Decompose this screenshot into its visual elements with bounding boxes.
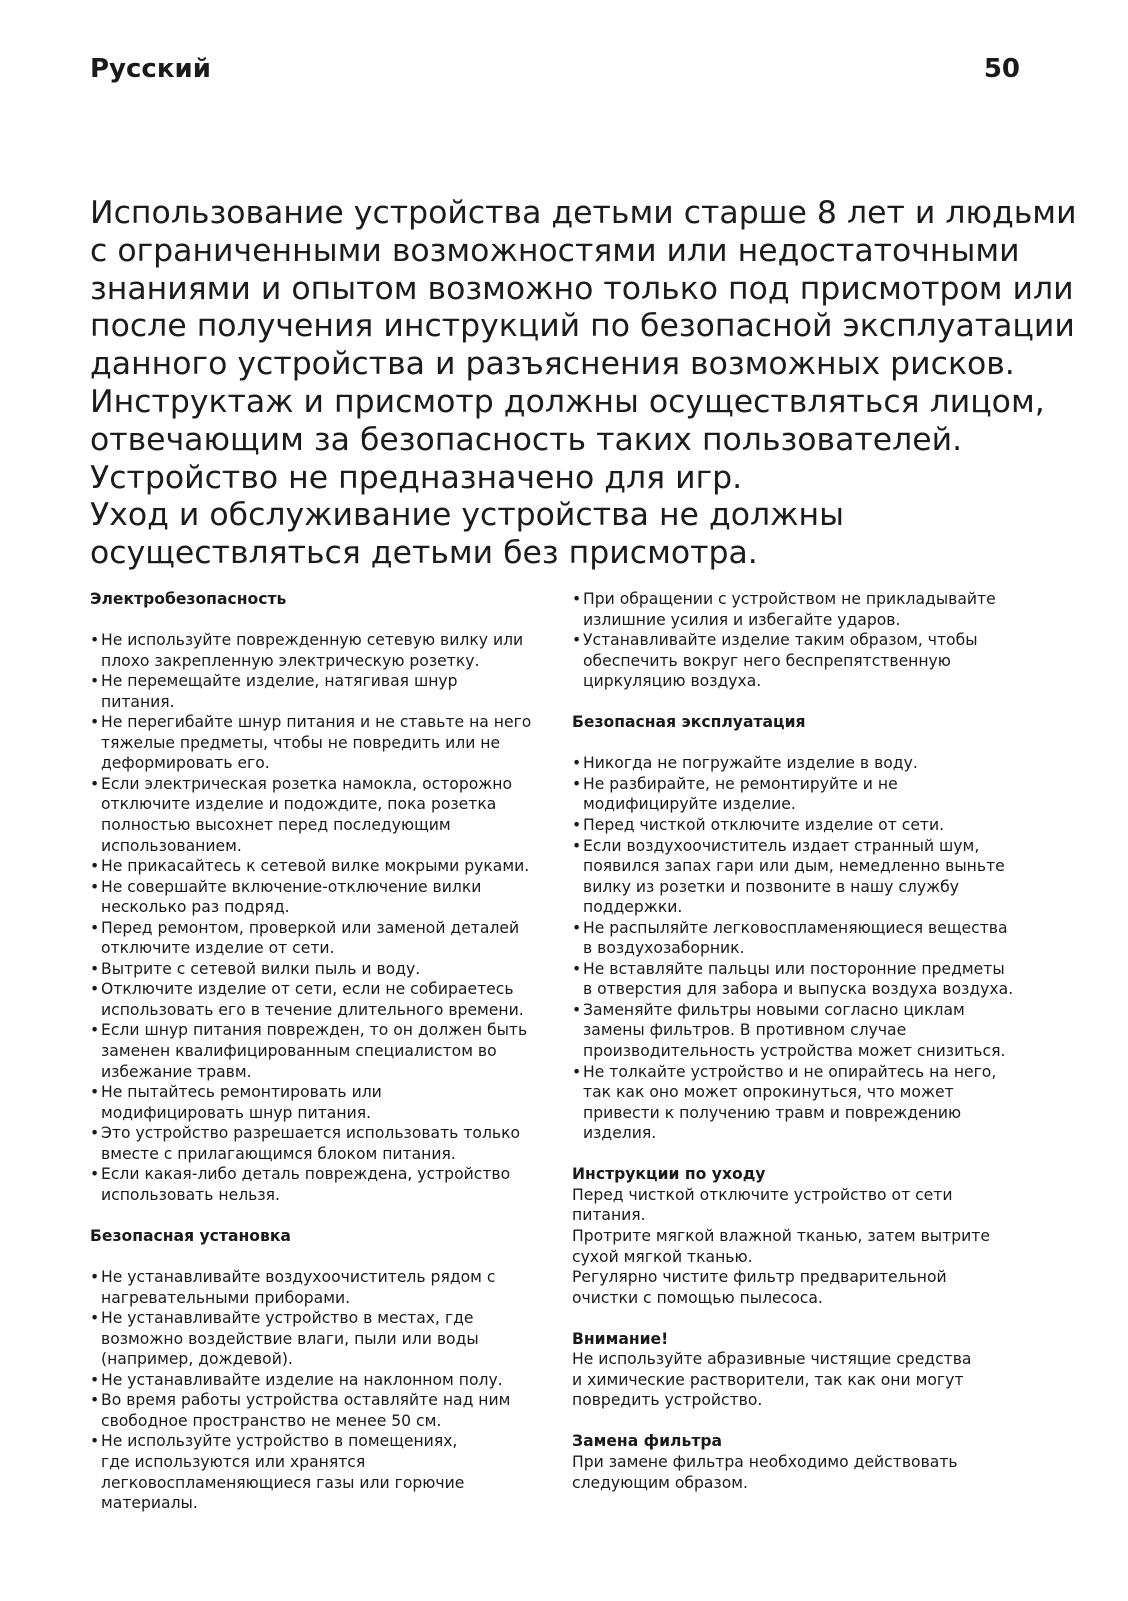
list-item-line: • Не устанавливайте устройство в местах, где: [101, 1309, 474, 1328]
list-item-line: • Не разбирайте, не ремонтируйте и не: [583, 774, 898, 793]
list-item: [90, 712, 560, 774]
list-item-line: избежание травм.: [101, 1062, 252, 1081]
text-line: Регулярно чистите фильтр предварительной: [572, 1268, 947, 1287]
warning-text: [572, 1349, 1032, 1411]
list-item-line: циркуляцию воздуха.: [583, 672, 762, 691]
list-item: [90, 1431, 560, 1513]
care-text: [572, 1185, 1032, 1308]
list-item: [90, 856, 560, 877]
intro-line: Инструктаж и присмотр должны осуществляться лицом,: [90, 383, 1045, 420]
list-item: [90, 1164, 560, 1205]
list-item: [90, 1020, 560, 1082]
list-item: [90, 979, 560, 1020]
list-item: [90, 1308, 560, 1370]
list-item-line: материалы.: [101, 1494, 198, 1513]
list-item-line: использовать нельзя.: [101, 1185, 280, 1204]
list-item: [90, 1370, 560, 1391]
intro-line: Использование устройства детьми старше 8 лет и людьми: [90, 195, 1077, 231]
list-item-line: • Не толкайте устройство и не опирайтесь на него,: [583, 1062, 997, 1081]
installation-continued-list: [572, 589, 1032, 692]
list-item-line: • Не используйте поврежденную сетевую вилку или: [101, 631, 524, 650]
list-item-line: • Не перемещайте изделие, натягивая шнур: [101, 672, 458, 691]
safe-installation-heading: Безопасная установка: [90, 1226, 291, 1245]
list-item-line: заменен квалифицированным специалистом во: [101, 1042, 497, 1061]
list-item-line: производительность устройства может снизиться.: [583, 1042, 1006, 1061]
text-line: очистки с помощью пылесоса.: [572, 1288, 823, 1307]
list-item-line: • Во время работы устройства оставляйте над ним: [101, 1391, 511, 1410]
list-item-line: модифицировать шнур питания.: [101, 1103, 372, 1122]
text-line: Не используйте абразивные чистящие средства: [572, 1350, 972, 1369]
list-item-line: деформировать его.: [101, 754, 270, 773]
list-item-line: изделия.: [583, 1124, 657, 1143]
list-item-line: • Не прикасайтесь к сетевой вилке мокрыми руками.: [101, 857, 530, 876]
safe-operation-list: [572, 753, 1032, 1143]
list-item-line: • Заменяйте фильтры новыми согласно циклам: [583, 1000, 965, 1019]
care-heading: Инструкции по уходу: [572, 1165, 766, 1184]
list-item-line: где используются или хранятся: [101, 1452, 366, 1471]
list-item-line: в отверстия для забора и выпуска воздуха воздуха.: [583, 980, 1014, 999]
list-item: [572, 959, 1032, 1000]
list-item-line: • Вытрите с сетевой вилки пыль и воду.: [101, 959, 421, 978]
list-item-line: • Если электрическая розетка намокла, осторожно: [101, 774, 513, 793]
list-item-line: • Устанавливайте изделие таким образом, чтобы: [583, 631, 978, 650]
list-item-line: поддержки.: [583, 898, 683, 917]
list-item-line: • Не устанавливайте воздухоочиститель рядом с: [101, 1268, 496, 1287]
warning-heading: Внимание!: [572, 1329, 669, 1348]
list-item-line: излишние усилия и избегайте ударов.: [583, 610, 901, 629]
list-item-line: использовать его в течение длительного времени.: [101, 1000, 524, 1019]
list-item: [90, 774, 560, 856]
text-line: Перед чисткой отключите устройство от сети: [572, 1185, 953, 1204]
intro-line: данного устройства и разъяснения возможных рисков.: [90, 346, 1015, 383]
list-item-line: питания.: [101, 692, 175, 711]
list-item-line: • Не вставляйте пальцы или посторонние предметы: [583, 959, 1005, 978]
list-item: [572, 918, 1032, 959]
list-item-line: • Не устанавливайте изделие на наклонном полу.: [101, 1370, 503, 1389]
list-item-line: • Не используйте устройство в помещениях,: [101, 1432, 458, 1451]
list-item: [90, 1390, 560, 1431]
list-item-line: • Не совершайте включение-отключение вилки: [101, 877, 482, 896]
list-item-line: • Не распыляйте легковоспламеняющиеся вещества: [583, 918, 1008, 937]
list-item-line: • Не пытайтесь ремонтировать или: [101, 1083, 382, 1102]
list-item-line: тяжелые предметы, чтобы не повредить или не: [101, 733, 501, 752]
list-item-line: • Никогда не погружайте изделие в воду.: [583, 754, 918, 773]
list-item: [572, 630, 1032, 692]
safe-installation-list: [90, 1267, 560, 1514]
list-item-line: несколько раз подряд.: [101, 898, 290, 917]
intro-line: после получения инструкций по безопасной эксплуатации: [90, 308, 1075, 345]
list-item-line: обеспечить вокруг него беспрепятственную: [583, 651, 951, 670]
list-item-line: плохо закрепленную электрическую розетку.: [101, 651, 480, 670]
list-item-line: привести к получению травм и повреждению: [583, 1103, 962, 1122]
list-item-line: нагревательными приборами.: [101, 1288, 351, 1307]
list-item-line: вместе с прилагающимся блоком питания.: [101, 1144, 456, 1163]
list-item: [572, 753, 1032, 774]
list-item: [572, 774, 1032, 815]
list-item: [572, 1062, 1032, 1144]
electrical-safety-heading: Электробезопасность: [90, 590, 287, 608]
language-label: Русский: [90, 54, 211, 84]
intro-paragraph: [90, 195, 1077, 573]
list-item: [90, 671, 560, 712]
list-item-line: • Если воздухоочиститель издает странный шум,: [583, 836, 980, 855]
safe-operation-heading: Безопасная эксплуатация: [572, 713, 806, 732]
list-item-line: • Если шнур питания поврежден, то он должен быть: [101, 1021, 528, 1040]
electrical-safety-list: [90, 630, 560, 1205]
list-item: [90, 918, 560, 959]
list-item-line: отключите изделие и подождите, пока розетка: [101, 795, 497, 814]
list-item: [572, 836, 1032, 918]
list-item-line: в воздухозаборник.: [583, 939, 745, 958]
list-item-line: • Не перегибайте шнур питания и не ставьте на него: [101, 713, 532, 732]
text-line: При замене фильтра необходимо действовать: [572, 1452, 958, 1471]
list-item-line: • Перед ремонтом, проверкой или заменой деталей: [101, 918, 520, 937]
list-item: [572, 1000, 1032, 1062]
page-number: 50: [983, 54, 1020, 84]
text-line: следующим образом.: [572, 1473, 748, 1492]
text-line: повредить устройство.: [572, 1391, 763, 1410]
filter-replacement-text: [572, 1452, 1032, 1493]
list-item-line: • Если какая-либо деталь повреждена, устройство: [101, 1165, 511, 1184]
list-item-line: легковоспламеняющиеся газы или горючие: [101, 1473, 465, 1492]
list-item: [90, 1082, 560, 1123]
list-item-line: появился запах гари или дым, немедленно выньте: [583, 857, 1005, 876]
list-item-line: использованием.: [101, 836, 242, 855]
list-item-line: замены фильтров. В противном случае: [583, 1021, 907, 1040]
list-item-line: • Отключите изделие от сети, если не собираетесь: [101, 980, 514, 999]
list-item-line: свободное пространство не менее 50 см.: [101, 1411, 442, 1430]
list-item: [572, 815, 1032, 836]
list-item-line: возможно воздействие влаги, пыли или воды: [101, 1329, 479, 1348]
text-line: питания.: [572, 1206, 646, 1225]
intro-line: осуществляться детьми без присмотра.: [90, 535, 758, 572]
intro-line: знаниями и опытом возможно только под присмотром или: [90, 270, 1074, 307]
list-item-line: полностью высохнет перед последующим: [101, 816, 451, 835]
text-line: сухой мягкой тканью.: [572, 1247, 753, 1266]
intro-line: Устройство не предназначено для игр.: [90, 459, 743, 496]
right-column: [572, 589, 1032, 1493]
list-item-line: отключите изделие от сети.: [101, 939, 335, 958]
list-item-line: модифицируйте изделие.: [583, 795, 796, 814]
intro-line: отвечающим за безопасность таких пользователей.: [90, 421, 963, 458]
list-item: [90, 1123, 560, 1164]
list-item-line: • Это устройство разрешается использовать только: [101, 1124, 521, 1143]
text-line: и химические растворители, так как они могут: [572, 1370, 964, 1389]
intro-line: с ограниченными возможностями или недостаточными: [90, 232, 1020, 269]
list-item-line: вилку из розетки и позвоните в нашу службу: [583, 877, 960, 896]
list-item: [90, 959, 560, 980]
list-item-line: так как оно может опрокинуться, что может: [583, 1083, 954, 1102]
filter-replacement-heading: Замена фильтра: [572, 1432, 723, 1451]
text-line: Протрите мягкой влажной тканью, затем вытрите: [572, 1226, 990, 1245]
list-item: [90, 1267, 560, 1308]
list-item-line: • Перед чисткой отключите изделие от сети.: [583, 816, 945, 835]
list-item-line: • При обращении с устройством не прикладывайте: [583, 590, 996, 608]
list-item: [572, 589, 1032, 630]
list-item: [90, 630, 560, 671]
list-item: [90, 877, 560, 918]
left-column: [90, 589, 560, 1514]
list-item-line: (например, дождевой).: [101, 1350, 293, 1369]
intro-line: Уход и обслуживание устройства не должны: [90, 497, 844, 534]
